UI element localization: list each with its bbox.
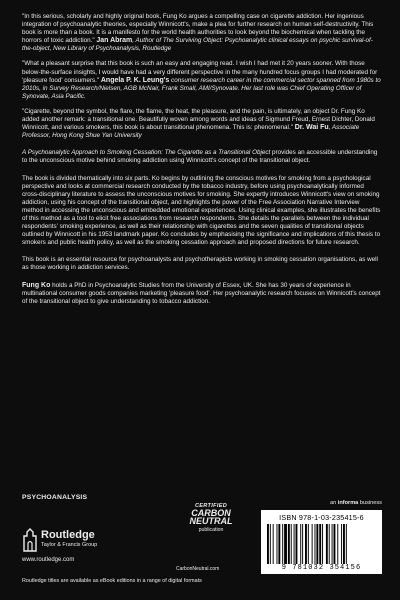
routledge-tower-icon [22, 528, 38, 552]
quote-affiliation: , Associate Professor, Hong Kong Shue Yan University [22, 124, 360, 140]
barcode-bar [315, 524, 316, 564]
ebook-footnote: Routledge titles are available as eBook editions in a range of digital formats [22, 578, 202, 584]
barcode-bar [300, 524, 301, 564]
back-cover-text [22, 13, 382, 313]
book-title: A Psychoanalytic Approach to Smoking Cessation: The Cigarette as a Transitional Object [22, 149, 271, 157]
quote-affiliation: consumer research career in the commercial sector spanned from 1980s to 2010s, in Survey Research/Nielsen, AGB McNair, Frank Small, AMI/Synovate. Her last role was Chief Operating Officer of Synovate, Asia Pacific. [22, 76, 381, 100]
barcode-bar [305, 524, 307, 564]
book-intro [22, 149, 382, 165]
intro-text: provides an accessible understanding to the unconscious motive behind smoking addiction using Winnicott's concept of the transitional object. [22, 149, 378, 165]
author-bio [22, 282, 382, 306]
barcode-bar [332, 524, 333, 564]
quote-text: "What a pleasant surprise that this book is such an easy and engaging read. I wish I had met it 20 years sooner. With those below-the-surface insights, I would have had a very different perspective in the many hundred focus groups I had moderated for 'pleasure food' consumers." [22, 60, 378, 84]
barcode [261, 510, 382, 574]
informa-brand: informa [337, 500, 359, 506]
barcode-bar [346, 524, 347, 564]
publisher-group: Taylor & Francis Group [41, 542, 98, 548]
publisher-name: Routledge [41, 529, 95, 541]
barcode-bar [341, 524, 342, 564]
quote-text: "In this serious, scholarly and highly original book, Fung Ko argues a compelling case on cigarette addiction. Her ingenious integration of psychoanalytic theories, especially Winnicott's, make a plea for further research on human self-destructivity. This book is more than a book. It is a manifesto for the world health authorities to look beyond the biochemical when tackling the horrors of toxic addiction." [22, 13, 374, 45]
barcode-bars [267, 524, 377, 564]
barcode-bar [337, 524, 338, 564]
barcode-bar [294, 524, 295, 564]
quote-text: "Cigarette, beyond the symbol, the flare, the flame, the heat, the pleasure, and the pain, is ultimately, an object Dr. Fung Ko added another remark: a transitional one. Beautifully woven among words and ideas of Sigmund Freud, Ernest Dichter, Donald Winnicott, and various smokers, this book is about transitional phenomena. This is: phenomenal." [22, 107, 375, 132]
barcode-bar [326, 524, 328, 564]
subject-category: PSYCHOANALYSIS [22, 494, 88, 501]
quote-source: New Library of Psychoanalysis, Routledge [51, 45, 172, 53]
quote-author: Angela P. K. Leung's [100, 76, 170, 84]
barcode-bar [334, 524, 336, 564]
barcode-bar [319, 524, 321, 564]
carbon-certified: CERTIFIED [194, 503, 228, 509]
barcode-digits: 9 781032 354156 [281, 564, 362, 572]
barcode-bar [296, 524, 298, 564]
isbn-number: ISBN 978-1-03-235415-6 [279, 513, 364, 522]
barcode-bar [288, 524, 290, 564]
quote-2 [22, 60, 382, 100]
barcode-bar [312, 524, 313, 564]
audience-text: This book is an essential resource for psychoanalysts and psychotherapists working in smoking cessation organisations, as well as those working in addiction services. [22, 256, 378, 272]
carbon-neutral-url: CarbonNeutral.com [176, 566, 220, 572]
quote-affiliation: , Author of The Surviving Object: Psychoanalytic clinical essays on psychic survival-of-the-object, [22, 37, 373, 53]
barcode-bar [302, 524, 303, 564]
carbon-word: CARBON [191, 508, 231, 518]
neutral-word: NEUTRAL [189, 516, 233, 526]
book-description: The book is divided thematically into six parts. Ko begins by outlining the conscious motives for smoking from a psychological perspective and looks at commercial research conducted by the tobacco industry, before using psychoanalytically informed cross-disciplinary literature to assess the unconscious motives for smoking. She expertly introduces Winnicott's view on smoking addiction, using his concept of the transitional object, and highlights the power of the Free Association Narrative Interview method in accessing the unconscious and embedded emotional experiences. Using clinical examples, she illustrates the benefits of this method as a tool to elicit free associations from research respondents. She details the parallels between the individual respondents' smoking experience, as well as their relationship with cigarettes and the seven qualities of transitional objects outlined by Winnicott in his 1953 landmark paper. Ko concludes by emphasising the significance and implications of this thesis to smokers and public health policy, as well as the smoking cessation approach and proposed directions for future research. [22, 174, 381, 247]
barcode-bar [329, 524, 330, 564]
barcode-bar [277, 524, 278, 564]
routledge-logo [22, 528, 112, 554]
barcode-bar [273, 524, 274, 564]
barcode-bar [316, 524, 318, 564]
barcode-bar [343, 524, 345, 564]
informa-business: an informa business [330, 500, 382, 506]
carbon-publication: publication [198, 527, 224, 533]
carbon-neutral-logo [186, 503, 236, 561]
barcode-bar [291, 524, 292, 564]
quote-author: Jan Abram [96, 37, 133, 45]
publisher-url: www.routledge.com [22, 557, 75, 563]
author-bio-text: holds a PhD in Psychoanalytic Studies from the University of Essex, UK. She has 30 years of experience in multinational consumer goods companies marketing 'pleasure food'. Her psychoanalytic research focuses on Winnicott's concept of the transitional object to give understanding to tobacco addiction. [22, 281, 381, 305]
quote-3 [22, 108, 382, 140]
barcode-bar [308, 524, 309, 564]
barcode-bar [270, 524, 271, 564]
barcode-bar [284, 524, 287, 564]
barcode-bar [267, 524, 269, 564]
barcode-bar [282, 524, 283, 564]
barcode-bar [322, 524, 323, 564]
quote-author: Dr. Wai Fu [294, 124, 329, 132]
quote-1 [22, 13, 382, 53]
author-name: Fung Ko [22, 281, 51, 289]
barcode-bar [278, 524, 280, 564]
